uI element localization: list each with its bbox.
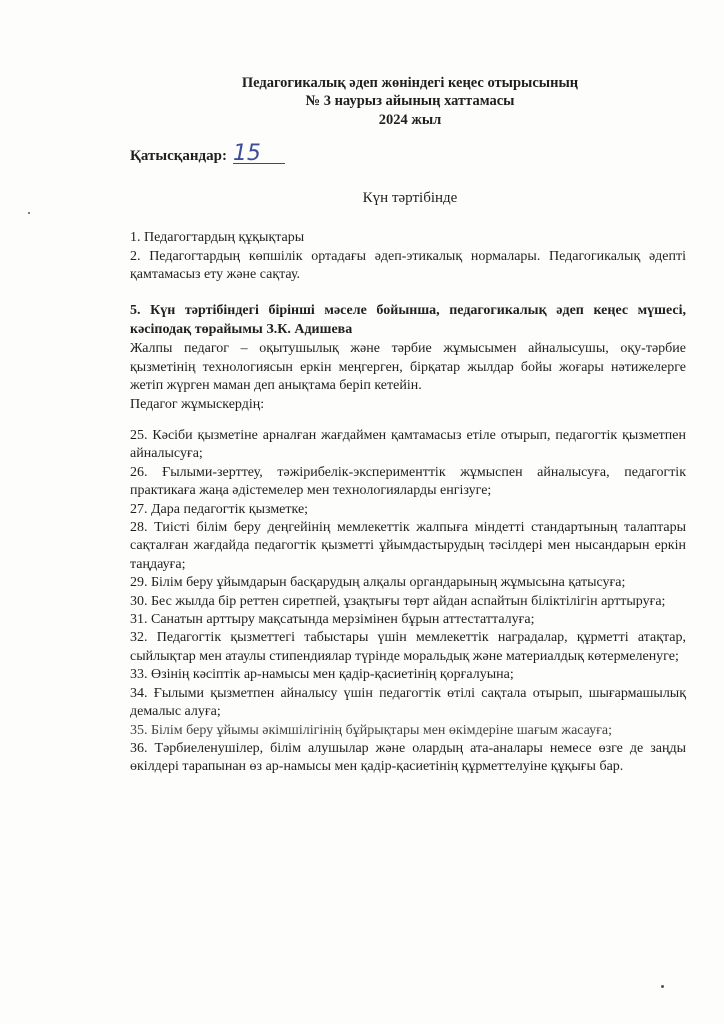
agenda-item: 2. Педагогтардың көпшілік ортадағы әдеп-этикалық нормалары. Педагогикалық әдепті қамтамасыз ету және сақтау. — [130, 248, 686, 283]
item-number: 33. — [130, 667, 148, 683]
section-5-lead: Педагог жұмыскердің: — [130, 397, 265, 412]
item-number: 32. — [130, 630, 148, 646]
item-number: 31. — [130, 612, 148, 628]
agenda-list — [130, 229, 686, 285]
item-number: 28. — [130, 520, 148, 536]
item-text: Педагогтік қызметтегі табыстары үшін мемлекеттік наградалар, құрметті атақтар, сыйлықтар мен атаулы стипендиялар түрінде моральдық және материалдық көтермеленуге; — [130, 630, 687, 664]
list-item — [130, 666, 686, 684]
participants-line — [130, 141, 285, 166]
item-number: 34. — [130, 685, 148, 701]
participants-label: Қатысқандар: — [130, 148, 227, 164]
scan-speck — [28, 212, 30, 214]
section-5-heading: 5. Күн тәртібіндегі бірінші мәселе бойынша, педагогикалық әдеп кеңес мүшесі, кәсіподақ төрайымы З.К. Адишева — [130, 303, 686, 337]
list-item — [130, 611, 686, 629]
agenda-item: 1. Педагогтардың құқықтары — [130, 230, 305, 245]
list-item — [130, 427, 686, 464]
scan-speck — [661, 985, 664, 988]
item-number: 25. — [130, 428, 148, 443]
section-5-intro: Жалпы педагог – оқытушылық және тәрбие жұмысымен айналысушы, оқу-тәрбие қызметінің технологиясын еркін меңгерген, бірқатар жылдар бойы жоғары нәтижелерге жетіп жүрген маман деп анықтама беріп кетейін. — [130, 341, 686, 394]
item-text: Санатын арттыру мақсатында мерзімінен бұрын аттестатталуға; — [151, 612, 535, 628]
item-text: Өзінің кәсіптік ар-намысы мен қадір-қасиетінің қорғалуына; — [151, 667, 514, 683]
item-text: Білім беру ұйымы әкімшілігінің бұйрықтары мен өкімдеріне шағым жасауға; — [151, 722, 613, 738]
item-number: 29. — [130, 575, 148, 591]
agenda-title: Күн тәртібінде — [362, 190, 458, 206]
item-number: 26. — [130, 464, 148, 480]
list-item — [130, 501, 686, 519]
list-item — [130, 722, 686, 740]
list-item — [130, 593, 686, 611]
item-number: 36. — [130, 740, 148, 756]
list-item — [130, 685, 686, 722]
protocol-year: 2024 жыл — [378, 112, 442, 128]
list-item — [130, 464, 686, 501]
list-item — [130, 740, 686, 777]
item-text: Кәсіби қызметіне арналған жағдаймен қамтамасыз етіле отырып, педагогтік қызметпен айналысуға; — [130, 428, 686, 462]
list-item — [130, 519, 686, 574]
item-text: Тиісті білім беру деңгейінің мемлекеттік жалпыға міндетті стандартының талаптары сақталған жағдайда педагогтік қызметті ұйымдастырудың тәсілдері мен нысандарын еркін таңдауға; — [130, 520, 687, 572]
item-number: 30. — [130, 593, 148, 609]
item-text: Бес жылда бір реттен сиретпей, ұзақтығы төрт айдан аспайтын біліктілігін арттыруға; — [151, 593, 666, 609]
participants-count: 15 — [233, 145, 285, 164]
list-item — [130, 574, 686, 592]
rights-list — [130, 427, 686, 777]
item-text: Ғылыми-зерттеу, тәжірибелік-эксперименттік жұмыспен айналысуға, педагогтік практикаға жаңа әдістемелер мен технологияларды енгізуге; — [130, 464, 687, 499]
item-text: Тәрбиеленушілер, білім алушылар және олардың ата-аналары немесе өзге де заңды өкілдері тарапынан өз ар-намысы мен қадір-қасиетінің құрметтелуіне құқығы бар. — [130, 740, 686, 775]
item-text: Дара педагогтік қызметке; — [151, 501, 309, 517]
item-text: Ғылыми қызметпен айналысу үшін педагогтік өтілі сақтала отырып, шығармашылық демалыс алуға; — [130, 685, 687, 720]
item-text: Білім беру ұйымдарын басқарудың алқалы органдарының жұмысына қатысуға; — [151, 575, 626, 591]
item-number: 35. — [130, 722, 148, 738]
list-item — [130, 629, 686, 666]
item-number: 27. — [130, 501, 148, 517]
protocol-title-line1: Педагогикалық әдеп жөніндегі кеңес отырысының — [241, 75, 579, 91]
protocol-title-line2: № 3 наурыз айының хаттамасы — [305, 93, 515, 109]
